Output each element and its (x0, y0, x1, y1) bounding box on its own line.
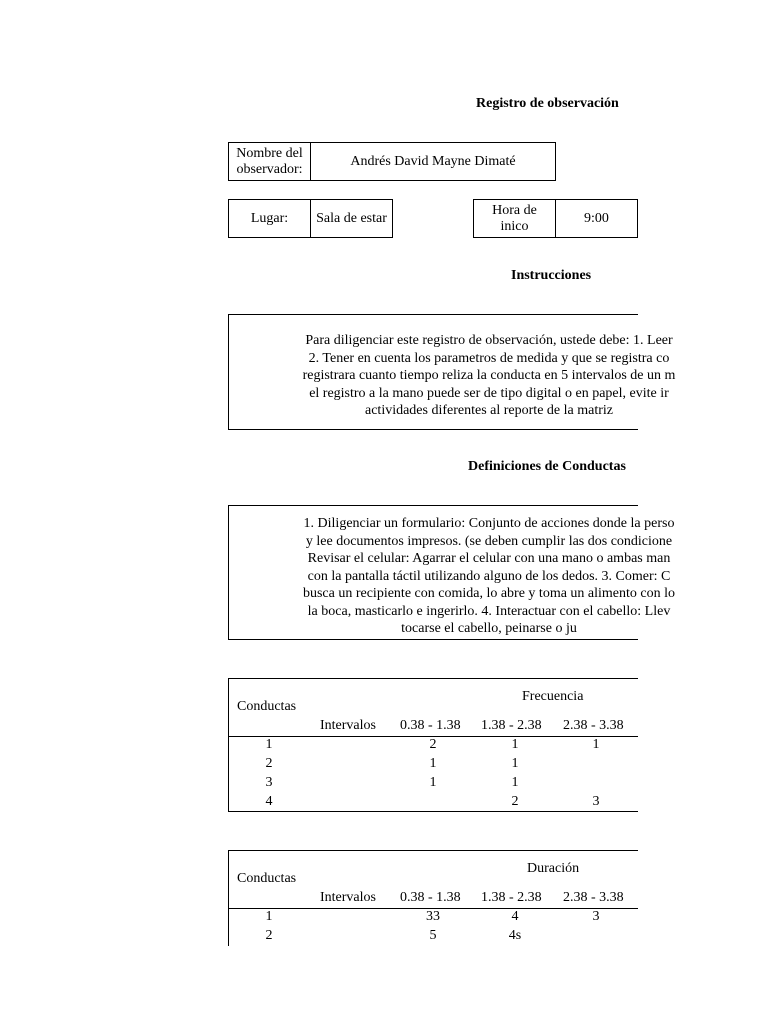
duration-row-conducta: 1 (265, 909, 273, 924)
duration-row-header: Conductas (237, 871, 297, 886)
frequency-cell: 2 (429, 737, 437, 752)
start-time-label-line1: Hora de (492, 202, 537, 218)
frequency-col-2: 1.38 - 2.38 (481, 718, 542, 733)
frequency-row-conducta: 1 (265, 737, 273, 752)
frequency-col-3: 2.38 - 3.38 (563, 718, 624, 733)
start-time-field[interactable]: 9:00 (555, 199, 638, 238)
frequency-cell: 1 (429, 756, 437, 771)
definitions-line: y lee documentos impresos. (se deben cumplir las dos condicione (305, 533, 673, 549)
duration-col-1: 0.38 - 1.38 (400, 890, 461, 905)
instructions-line: el registro a la mano puede ser de tipo digital o en papel, evite ir (309, 385, 669, 401)
frequency-cell: 3 (592, 794, 600, 809)
definitions-text (229, 515, 749, 638)
frequency-cell: 1 (511, 775, 519, 790)
frequency-row-conducta: 3 (265, 775, 273, 790)
observer-name-field[interactable]: Andrés David Mayne Dimaté (310, 142, 556, 181)
frequency-cell: 1 (511, 737, 519, 752)
duration-cell: 33 (426, 909, 440, 924)
frequency-col-1: 0.38 - 1.38 (400, 718, 461, 733)
duration-row-conducta: 2 (265, 928, 273, 943)
frequency-cell: 1 (511, 756, 519, 771)
place-label: Lugar: (228, 199, 311, 238)
instructions-line: 2. Tener en cuenta los parametros de medida y que se registra co (308, 350, 670, 366)
duration-col-2: 1.38 - 2.38 (481, 890, 542, 905)
duration-cell: 3 (592, 909, 600, 924)
instructions-line: Para diligenciar este registro de observación, ustede debe: 1. Leer (305, 333, 673, 348)
frequency-table (228, 678, 638, 812)
definitions-line: busca un recipiente con comida, lo abre y toma un alimento con lo (302, 586, 676, 601)
duration-cell: 5 (429, 928, 437, 943)
instructions-text (229, 332, 749, 420)
duration-cell: 4 (511, 909, 519, 924)
instructions-line: registrara cuanto tiempo reliza la conducta en 5 intervalos de un m (302, 368, 676, 383)
start-time-label-line2: inico (500, 218, 529, 234)
observer-label (228, 142, 311, 181)
duration-intervals-label: Intervalos (320, 890, 376, 905)
definitions-box (228, 505, 676, 640)
place-field[interactable]: Sala de estar (310, 199, 393, 238)
frequency-row-conducta: 2 (265, 756, 273, 771)
definitions-line: tocarse el cabello, peinarse o ju (401, 621, 577, 636)
page-title: Registro de observación (476, 96, 619, 111)
frequency-cell: 2 (511, 794, 519, 809)
frequency-cell: 1 (592, 737, 600, 752)
frequency-cell: 1 (429, 775, 437, 790)
instructions-heading: Instrucciones (511, 268, 592, 283)
frequency-title: Frecuencia (522, 689, 584, 704)
definitions-line: 1. Diligenciar un formulario: Conjunto de acciones donde la perso (303, 516, 675, 531)
start-time-label (473, 199, 556, 238)
frequency-row-header: Conductas (237, 699, 297, 714)
frequency-row-conducta: 4 (265, 794, 273, 809)
duration-table (228, 850, 638, 946)
duration-cell: 4s (508, 928, 522, 943)
definitions-line: la boca, masticarlo e ingerirlo. 4. Interactuar con el cabello: Llev (307, 603, 671, 619)
observer-label-line2: observador: (236, 161, 303, 177)
definitions-line: Revisar el celular: Agarrar el celular con una mano o ambas man (307, 551, 671, 566)
instructions-box (228, 314, 676, 430)
observer-label-line1: Nombre del (236, 145, 303, 161)
instructions-line: actividades diferentes al reporte de la matriz (365, 403, 613, 418)
duration-title: Duración (527, 861, 580, 876)
duration-col-3: 2.38 - 3.38 (563, 890, 624, 905)
frequency-intervals-label: Intervalos (320, 718, 376, 733)
definitions-heading: Definiciones de Conductas (468, 459, 626, 474)
definitions-line: con la pantalla táctil utilizando alguno de los dedos. 3. Comer: C (307, 568, 671, 584)
